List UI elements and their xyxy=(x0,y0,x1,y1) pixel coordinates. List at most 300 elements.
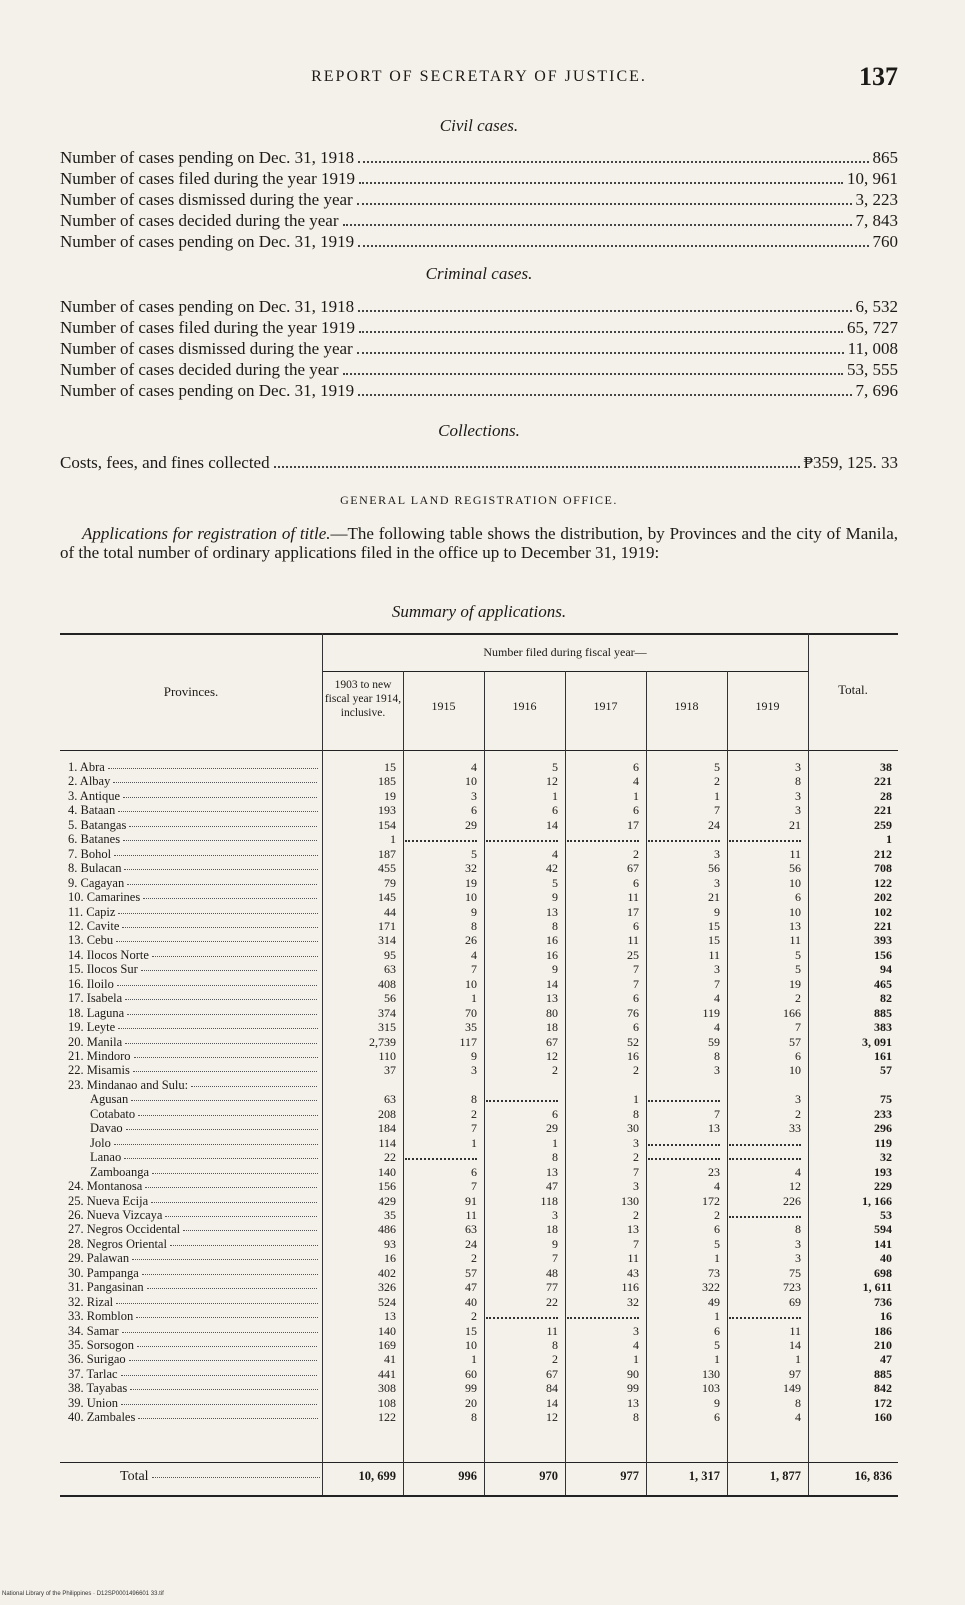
count-cell: 69 xyxy=(789,1294,801,1309)
count-cell: 63 xyxy=(384,962,396,977)
count-cell: 3 xyxy=(471,1063,477,1078)
row-total: 161 xyxy=(874,1049,892,1063)
empty-cell-dots xyxy=(729,1216,801,1218)
count-cell: 11 xyxy=(708,947,720,962)
count-cell: 4 xyxy=(714,991,720,1006)
count-cell: 21 xyxy=(708,890,720,905)
count-cell: 12 xyxy=(546,1049,558,1063)
province-label: Jolo xyxy=(90,1137,318,1150)
count-cell: 93 xyxy=(384,1236,396,1251)
count-cell: 184 xyxy=(378,1121,396,1136)
count-cell: 26 xyxy=(465,933,477,948)
count-cell: 5 xyxy=(471,846,477,861)
row-total: 885 xyxy=(874,1366,892,1381)
stat-label: Number of cases pending on Dec. 31, 1919 xyxy=(60,232,355,251)
count-cell: 315 xyxy=(378,1020,396,1035)
row-total: 736 xyxy=(874,1294,892,1309)
count-cell: 56 xyxy=(708,861,720,876)
count-cell: 10 xyxy=(465,774,477,789)
province-label: 2. Albay xyxy=(68,775,318,788)
province-label: 37. Tarlac xyxy=(68,1368,318,1381)
count-cell: 5 xyxy=(795,962,801,977)
count-cell: 43 xyxy=(627,1265,639,1280)
leader-fill xyxy=(114,1144,318,1145)
dot-leader xyxy=(358,160,868,163)
count-cell: 140 xyxy=(378,1323,396,1338)
dot-leader xyxy=(357,202,852,205)
count-cell: 2 xyxy=(714,1207,720,1222)
col-divider xyxy=(808,633,809,1495)
count-cell: 29 xyxy=(546,1121,558,1136)
empty-cell-dots xyxy=(486,840,558,842)
count-cell: 9 xyxy=(471,904,477,919)
count-cell: 169 xyxy=(378,1338,396,1352)
stat-label: Number of cases filed during the year 1919 xyxy=(60,169,356,188)
dot-leader xyxy=(358,393,851,396)
leader-fill xyxy=(124,869,318,870)
count-cell: 2 xyxy=(471,1106,477,1121)
total-header: Total. xyxy=(838,682,868,697)
table-bottom-rule xyxy=(60,1495,898,1497)
count-cell: 172 xyxy=(702,1193,720,1208)
count-cell: 11 xyxy=(627,933,639,948)
dot-leader xyxy=(359,181,843,184)
count-cell: 48 xyxy=(546,1265,558,1280)
count-cell: 145 xyxy=(378,890,396,905)
leader-fill xyxy=(130,1389,318,1390)
count-cell: 7 xyxy=(633,1164,639,1179)
header-1915: 1915 xyxy=(431,699,456,713)
count-cell: 6 xyxy=(633,991,639,1006)
count-cell: 18 xyxy=(546,1222,558,1237)
count-cell: 13 xyxy=(708,1121,720,1136)
leader-fill xyxy=(121,1404,318,1405)
count-cell: 2 xyxy=(552,1063,558,1078)
leader-fill xyxy=(138,1418,318,1419)
province-label: 38. Tayabas xyxy=(68,1382,318,1395)
province-label: 7. Bohol xyxy=(68,848,318,861)
count-cell: 314 xyxy=(378,933,396,948)
header-1919: 1919 xyxy=(755,699,780,713)
count-cell: 37 xyxy=(384,1063,396,1078)
count-cell: 130 xyxy=(621,1193,639,1208)
row-total: 212 xyxy=(874,846,892,861)
empty-cell-dots xyxy=(405,1158,477,1160)
row-total: 172 xyxy=(874,1395,892,1410)
row-total: 47 xyxy=(880,1352,892,1367)
stat-label: Number of cases dismissed during the year xyxy=(60,339,353,358)
count-cell: 41 xyxy=(384,1352,396,1367)
count-cell: 10 xyxy=(789,875,801,890)
count-cell: 3 xyxy=(471,788,477,803)
page-header xyxy=(60,62,898,98)
row-total: 16 xyxy=(880,1309,892,1324)
stat-row xyxy=(60,231,898,252)
stat-row xyxy=(60,338,898,359)
count-cell: 32 xyxy=(465,861,477,876)
count-cell: 47 xyxy=(546,1179,558,1194)
stat-row xyxy=(60,296,898,317)
province-label: 22. Misamis xyxy=(68,1064,318,1077)
count-cell: 80 xyxy=(546,1005,558,1020)
leader-fill xyxy=(141,970,318,971)
total-cell: 10, 699 xyxy=(358,1469,396,1483)
count-cell: 140 xyxy=(378,1164,396,1179)
count-cell: 2 xyxy=(633,1150,639,1165)
leader-fill xyxy=(123,840,318,841)
table-top-rule xyxy=(60,633,898,635)
count-cell: 3 xyxy=(714,1063,720,1078)
stat-row xyxy=(60,380,898,401)
row-total: 594 xyxy=(874,1222,892,1237)
count-cell: 4 xyxy=(633,1338,639,1352)
header-1903-1914: 1903 to new fiscal year 1914, inclusive. xyxy=(324,679,402,719)
stat-value: 865 xyxy=(872,148,898,167)
leader-fill xyxy=(108,768,318,769)
count-cell: 2 xyxy=(633,1207,639,1222)
count-cell: 2 xyxy=(471,1251,477,1266)
count-cell: 5 xyxy=(552,760,558,774)
count-cell: 24 xyxy=(465,1236,477,1251)
province-label: 33. Romblon xyxy=(68,1310,318,1323)
running-title: REPORT OF SECRETARY OF JUSTICE. xyxy=(311,68,647,85)
leader-fill xyxy=(122,927,318,928)
count-cell: 7 xyxy=(471,962,477,977)
count-cell: 1 xyxy=(471,1135,477,1150)
count-cell: 6 xyxy=(714,1410,720,1425)
leader-fill xyxy=(183,1230,318,1231)
count-cell: 7 xyxy=(714,976,720,991)
stat-label: Number of cases pending on Dec. 31, 1918 xyxy=(60,297,355,316)
count-cell: 2 xyxy=(471,1309,477,1324)
leader-fill xyxy=(138,1115,318,1116)
stat-value: 6, 532 xyxy=(855,297,898,316)
count-cell: 57 xyxy=(465,1265,477,1280)
count-cell: 19 xyxy=(465,875,477,890)
province-label: Davao xyxy=(90,1122,318,1135)
header-1916: 1916 xyxy=(512,699,537,713)
row-total: 193 xyxy=(874,1164,892,1179)
count-cell: 187 xyxy=(378,846,396,861)
count-cell: 29 xyxy=(465,817,477,832)
province-label: 36. Surigao xyxy=(68,1353,318,1366)
count-cell: 322 xyxy=(702,1280,720,1295)
leader-fill xyxy=(117,985,318,986)
empty-cell-dots xyxy=(729,1158,801,1160)
collections-list xyxy=(60,452,898,473)
total-cell: 1, 877 xyxy=(769,1469,801,1483)
count-cell: 6 xyxy=(633,760,639,774)
count-cell: 193 xyxy=(378,803,396,818)
province-label: 17. Isabela xyxy=(68,992,318,1005)
dot-leader xyxy=(343,223,852,226)
province-label: 9. Cagayan xyxy=(68,877,318,890)
leader-fill xyxy=(118,1028,318,1029)
count-cell: 32 xyxy=(627,1294,639,1309)
empty-cell-dots xyxy=(648,840,720,842)
count-cell: 7 xyxy=(633,962,639,977)
stat-label: Number of cases pending on Dec. 31, 1918 xyxy=(60,148,355,167)
count-cell: 1 xyxy=(390,832,396,847)
summary-table xyxy=(60,633,898,1521)
stat-label: Number of cases pending on Dec. 31, 1919 xyxy=(60,381,355,400)
count-cell: 44 xyxy=(384,904,396,919)
count-cell: 8 xyxy=(795,774,801,789)
count-cell: 8 xyxy=(633,1106,639,1121)
stat-label: Number of cases decided during the year xyxy=(60,360,339,379)
count-cell: 2 xyxy=(633,846,639,861)
count-cell: 2 xyxy=(795,991,801,1006)
count-cell: 1 xyxy=(633,1352,639,1367)
province-label: 21. Mindoro xyxy=(68,1050,318,1063)
table-title: Summary of applications. xyxy=(391,602,567,621)
row-total: 38 xyxy=(880,760,892,774)
count-cell: 95 xyxy=(384,947,396,962)
row-total: 57 xyxy=(880,1063,892,1078)
count-cell: 208 xyxy=(378,1106,396,1121)
count-cell: 76 xyxy=(627,1005,639,1020)
count-cell: 154 xyxy=(378,817,396,832)
count-cell: 18 xyxy=(546,1020,558,1035)
row-total: 156 xyxy=(874,947,892,962)
province-label: 8. Bulacan xyxy=(68,862,318,875)
province-label: 16. Iloilo xyxy=(68,978,318,991)
civil-cases-list xyxy=(60,147,898,252)
stat-label: Number of cases dismissed during the year xyxy=(60,190,353,209)
count-cell: 185 xyxy=(378,774,396,789)
count-cell: 30 xyxy=(627,1121,639,1136)
leader-fill xyxy=(133,1071,318,1072)
leader-fill xyxy=(118,811,318,812)
count-cell: 11 xyxy=(546,1323,558,1338)
leader-fill xyxy=(152,956,318,957)
province-label: 4. Bataan xyxy=(68,804,318,817)
row-total: 233 xyxy=(874,1106,892,1121)
intro-paragraph xyxy=(60,524,898,562)
row-total: 3, 091 xyxy=(862,1034,892,1049)
count-cell: 8 xyxy=(795,1395,801,1410)
leader-fill xyxy=(151,1202,318,1203)
row-total: 465 xyxy=(874,976,892,991)
empty-cell-dots xyxy=(567,1317,639,1319)
count-cell: 99 xyxy=(627,1381,639,1396)
row-total: 53 xyxy=(880,1207,892,1222)
count-cell: 308 xyxy=(378,1381,396,1396)
stat-value: 65, 727 xyxy=(847,318,898,337)
count-cell: 6 xyxy=(795,1049,801,1063)
count-cell: 67 xyxy=(546,1034,558,1049)
count-cell: 42 xyxy=(546,861,558,876)
leader-fill xyxy=(152,1477,320,1478)
leader-fill xyxy=(136,1317,318,1318)
row-total: 885 xyxy=(874,1005,892,1020)
total-cell: 16, 836 xyxy=(854,1469,892,1483)
province-label: 27. Negros Occidental xyxy=(68,1223,318,1236)
count-cell: 3 xyxy=(795,788,801,803)
leader-fill xyxy=(137,1346,318,1347)
row-total: 708 xyxy=(874,861,892,876)
count-cell: 25 xyxy=(627,947,639,962)
count-cell: 67 xyxy=(546,1366,558,1381)
count-cell: 108 xyxy=(378,1395,396,1410)
count-cell: 12 xyxy=(789,1179,801,1194)
count-cell: 60 xyxy=(465,1366,477,1381)
stat-value: ₱359, 125. 33 xyxy=(803,453,898,472)
count-cell: 15 xyxy=(465,1323,477,1338)
leader-fill xyxy=(127,884,318,885)
stat-row xyxy=(60,317,898,338)
leader-fill xyxy=(125,1043,318,1044)
scan-footer: National Library of the Philippines · D12SP0001496601 33.tif xyxy=(2,1591,164,1597)
stat-row xyxy=(60,189,898,210)
count-cell: 119 xyxy=(702,1005,720,1020)
count-cell: 6 xyxy=(714,1323,720,1338)
province-label: 11. Capiz xyxy=(68,906,318,919)
count-cell: 103 xyxy=(702,1381,720,1396)
count-cell: 23 xyxy=(708,1164,720,1179)
count-cell: 16 xyxy=(546,933,558,948)
leader-fill xyxy=(145,1187,318,1188)
count-cell: 14 xyxy=(546,1395,558,1410)
total-cell: 996 xyxy=(458,1469,477,1483)
paragraph-lead: Applications for registration of title. xyxy=(82,524,331,543)
count-cell: 56 xyxy=(789,861,801,876)
dot-leader xyxy=(343,372,844,375)
count-cell: 11 xyxy=(627,1251,639,1266)
leader-fill xyxy=(131,1100,318,1101)
dot-leader xyxy=(358,309,851,312)
count-cell: 8 xyxy=(714,1049,720,1063)
count-cell: 149 xyxy=(783,1381,801,1396)
leader-fill xyxy=(165,1216,318,1217)
leader-fill xyxy=(123,797,318,798)
count-cell: 9 xyxy=(552,890,558,905)
count-cell: 2 xyxy=(795,1106,801,1121)
count-cell: 4 xyxy=(633,774,639,789)
count-cell: 3 xyxy=(795,1251,801,1266)
stat-label: Number of cases decided during the year xyxy=(60,211,339,230)
count-cell: 1 xyxy=(471,991,477,1006)
count-cell: 9 xyxy=(471,1049,477,1063)
count-cell: 6 xyxy=(633,803,639,818)
count-cell: 116 xyxy=(621,1280,639,1295)
count-cell: 63 xyxy=(384,1092,396,1107)
count-cell: 13 xyxy=(546,991,558,1006)
count-cell: 49 xyxy=(708,1294,720,1309)
province-label: 18. Laguna xyxy=(68,1007,318,1020)
count-cell: 7 xyxy=(471,1121,477,1136)
stat-value: 760 xyxy=(872,232,898,251)
criminal-cases-heading: Criminal cases. xyxy=(425,264,533,283)
row-total: 221 xyxy=(874,774,892,789)
count-cell: 1 xyxy=(714,1352,720,1367)
leader-fill xyxy=(134,1057,319,1058)
count-cell: 59 xyxy=(708,1034,720,1049)
count-cell: 17 xyxy=(627,817,639,832)
stat-value: 11, 008 xyxy=(847,339,898,358)
count-cell: 1 xyxy=(471,1352,477,1367)
count-cell: 117 xyxy=(459,1034,477,1049)
count-cell: 3 xyxy=(795,803,801,818)
count-cell: 11 xyxy=(627,890,639,905)
empty-cell-dots xyxy=(648,1100,720,1102)
stat-value: 3, 223 xyxy=(855,190,898,209)
count-cell: 9 xyxy=(552,1236,558,1251)
stat-value: 7, 843 xyxy=(855,211,898,230)
count-cell: 7 xyxy=(633,1236,639,1251)
count-cell: 3 xyxy=(795,1236,801,1251)
province-label: 35. Sorsogon xyxy=(68,1339,318,1352)
row-total: 122 xyxy=(874,875,892,890)
civil-cases-heading: Civil cases. xyxy=(439,116,519,135)
count-cell: 524 xyxy=(378,1294,396,1309)
criminal-cases-list xyxy=(60,296,898,401)
count-cell: 3 xyxy=(714,875,720,890)
stat-row xyxy=(60,210,898,231)
leader-fill xyxy=(114,855,318,856)
count-cell: 13 xyxy=(546,1164,558,1179)
count-cell: 90 xyxy=(627,1366,639,1381)
count-cell: 723 xyxy=(783,1280,801,1295)
count-cell: 13 xyxy=(384,1309,396,1324)
count-cell: 4 xyxy=(795,1164,801,1179)
province-label: 28. Negros Oriental xyxy=(68,1238,318,1251)
count-cell: 4 xyxy=(714,1020,720,1035)
total-top-rule xyxy=(60,1462,898,1463)
count-cell: 6 xyxy=(714,1222,720,1237)
stat-row xyxy=(60,452,898,473)
count-cell: 441 xyxy=(378,1366,396,1381)
count-cell: 1 xyxy=(714,1251,720,1266)
province-label: 20. Manila xyxy=(68,1036,318,1049)
count-cell: 7 xyxy=(471,1179,477,1194)
paragraph-body: —The following table shows the distribution, by Provinces and the city of Manila, of the total number of ordinary applications filed in the office up to December 31, 1919: xyxy=(60,524,898,562)
count-cell: 35 xyxy=(384,1207,396,1222)
count-cell: 429 xyxy=(378,1193,396,1208)
leader-fill xyxy=(147,1288,318,1289)
count-cell: 11 xyxy=(465,1207,477,1222)
province-label: 15. Ilocos Sur xyxy=(68,963,318,976)
leader-fill xyxy=(125,999,318,1000)
count-cell: 10 xyxy=(465,1338,477,1352)
provinces-header: Provinces. xyxy=(163,684,219,699)
count-cell: 75 xyxy=(789,1265,801,1280)
province-label: 13. Cebu xyxy=(68,934,318,947)
count-cell: 7 xyxy=(714,1106,720,1121)
collections-heading: Collections. xyxy=(438,421,520,440)
count-cell: 5 xyxy=(714,1236,720,1251)
count-cell: 1 xyxy=(714,788,720,803)
count-cell: 9 xyxy=(552,962,558,977)
row-total: 1, 166 xyxy=(862,1193,892,1208)
count-cell: 3 xyxy=(714,846,720,861)
count-cell: 4 xyxy=(714,1179,720,1194)
province-label: 6. Batanes xyxy=(68,833,318,846)
count-cell: 24 xyxy=(708,817,720,832)
row-total: 94 xyxy=(880,962,892,977)
row-total: 842 xyxy=(874,1381,892,1396)
count-cell: 12 xyxy=(546,1410,558,1425)
count-cell: 8 xyxy=(633,1410,639,1425)
province-label: 34. Samar xyxy=(68,1325,318,1338)
leader-fill xyxy=(121,1375,318,1376)
leader-fill xyxy=(129,826,318,827)
count-cell: 10 xyxy=(789,1063,801,1078)
count-cell: 10 xyxy=(789,904,801,919)
leader-fill xyxy=(126,1129,318,1130)
header-1918: 1918 xyxy=(674,699,699,713)
count-cell: 97 xyxy=(789,1366,801,1381)
